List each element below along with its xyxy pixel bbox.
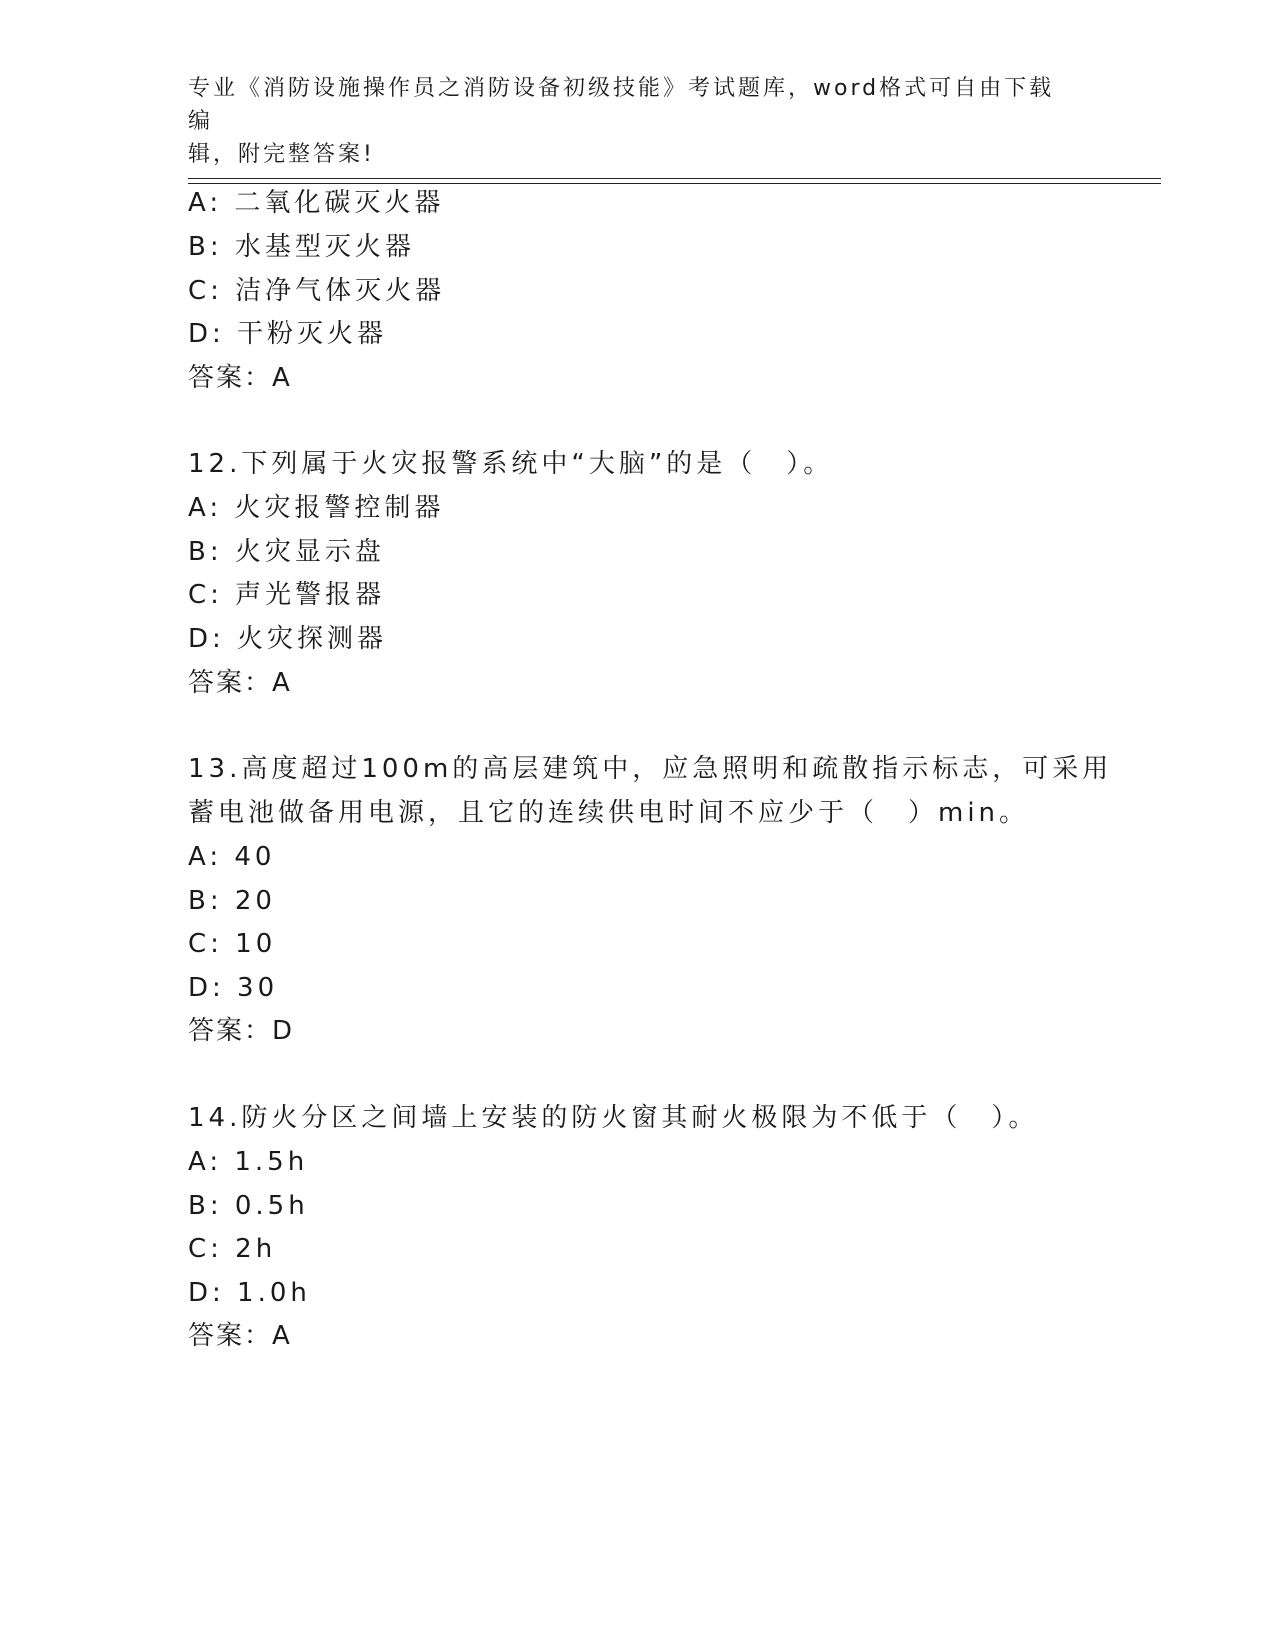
q14-option-c: C: 2h [188,1234,277,1264]
q13-option-c: C: 10 [188,929,277,959]
q14-option-b: B: 0.5h [188,1191,309,1221]
document-header [188,72,1078,171]
q12-option-b: B: 火灾显示盘 [188,537,385,567]
header-line-1: 专业《消防设施操作员之消防设备初级技能》考试题库，word格式可自由下载编 [188,76,1055,134]
q14-option-d: D: 1.0h [188,1278,311,1308]
q12-option-c: C: 声光警报器 [188,580,386,610]
header-divider [188,178,1161,184]
q13-stem-line-1: 13.高度超过100m的高层建筑中，应急照明和疏散指示标志，可采用 [188,754,1113,784]
q12-option-d: D: 火灾探测器 [188,624,388,654]
q11-option-a: A: 二氧化碳灭火器 [188,188,445,218]
q11-answer: 答案：A [188,363,292,393]
q13-answer: 答案：D [188,1016,295,1046]
q13-option-a: A: 40 [188,842,276,872]
q11-option-c: C: 洁净气体灭火器 [188,276,446,306]
q11-option-b: B: 水基型灭火器 [188,232,415,262]
q14-answer: 答案：A [188,1321,292,1351]
header-line-2: 辑，附完整答案! [188,142,375,167]
q13-stem-line-2: 蓄电池做备用电源，且它的连续供电时间不应少于（ ）min。 [188,798,1030,828]
q12-stem: 12.下列属于火灾报警系统中“大脑”的是（ ）。 [188,449,834,479]
q13-option-b: B: 20 [188,886,276,916]
q12-answer: 答案：A [188,668,292,698]
q12-option-a: A: 火灾报警控制器 [188,493,445,523]
q11-option-d: D: 干粉灭火器 [188,319,388,349]
q13-option-d: D: 30 [188,973,279,1003]
q14-option-a: A: 1.5h [188,1147,309,1177]
q14-stem: 14.防火分区之间墙上安装的防火窗其耐火极限为不低于（ ）。 [188,1103,1039,1133]
